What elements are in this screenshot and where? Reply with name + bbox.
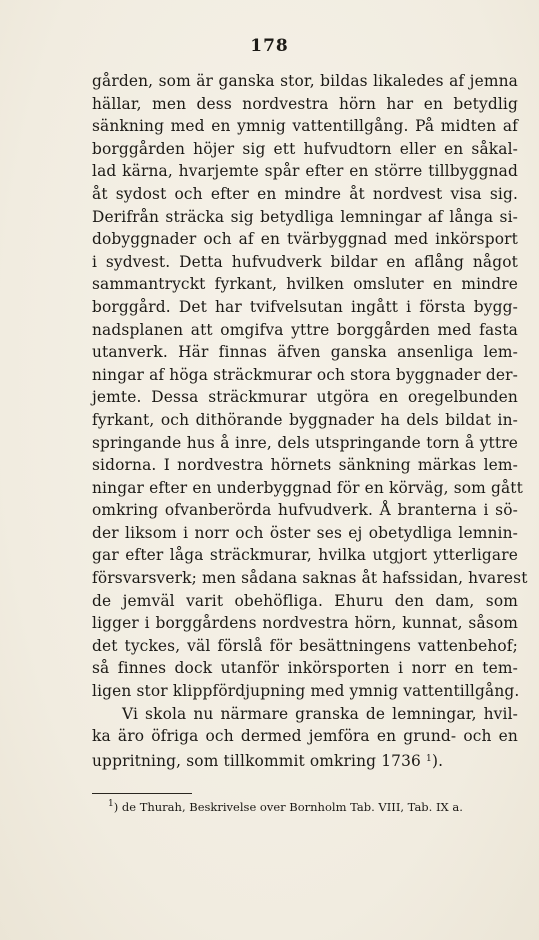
text-line: sidorna. I nordvestra hörnets sänkning märkas lem- <box>92 456 518 475</box>
text-line: ka äro öfriga och dermed jemföra en grund- och en <box>92 727 518 746</box>
text-line: utanverk. Här finnas äfven ganska ansenliga lem- <box>92 343 518 362</box>
text-line: der liksom i norr och öster ses ej obetydliga lemnin- <box>92 523 518 542</box>
text-line: gar efter låga sträckmurar, hvilka utgjort ytterligare <box>92 546 518 565</box>
text-line: försvarsverk; men sådana saknas åt hafssidan, hvarest <box>92 569 528 588</box>
page-number: 178 <box>250 36 289 56</box>
text-line-suffix: ). <box>431 751 444 770</box>
text-line: lad kärna, hvarjemte spår efter en större tillbyggnad <box>92 162 518 181</box>
text-line: gården, som är ganska stor, bildas likaledes af jemna <box>92 72 518 90</box>
text-line: det tyckes, väl förslå för besättningens vattenbehof; <box>92 636 518 655</box>
text-line: ligen stor klippfördjupning med ymnig vattentillgång. <box>92 682 520 701</box>
text-line: åt sydost och efter en mindre åt nordvest visa sig. <box>92 184 518 203</box>
text-line: i sydvest. Detta hufvudverk bildar en aflång något <box>92 252 518 271</box>
text-line: så finnes dock utanför inkörsporten i norr en tem- <box>92 659 518 678</box>
text-line: hällar, men dess nordvestra hörn har en betydlig <box>92 94 518 113</box>
text-line <box>92 748 518 771</box>
text-line-content: uppritning, som tillkommit omkring 1736 <box>92 751 421 770</box>
text-line: ningar af höga sträckmurar och stora byggnader der- <box>92 365 518 384</box>
text-line: borggården höjer sig ett hufvudtorn eller en såkal- <box>92 139 518 158</box>
text-line: omkring ofvanberörda hufvudverk. Å branterna i sö- <box>92 501 518 520</box>
text-line: springande hus å inre, dels utspringande torn å yttre <box>92 433 518 452</box>
text-line: ningar efter en underbyggnad för en körväg, som gått <box>92 478 523 497</box>
footnote-reference: 1 <box>426 753 432 764</box>
text-line: Derifrån sträcka sig betydliga lemningar af långa si- <box>92 207 518 226</box>
text-line: de jemväl varit obehöfliga. Ehuru den dam, som <box>92 591 518 610</box>
text-line: sänkning med en ymnig vattentillgång. På midten af <box>92 117 518 136</box>
text-line: nadsplanen att omgifva yttre borggården med fasta <box>92 320 518 339</box>
footnote-marker: 1 <box>108 799 114 809</box>
text-line: fyrkant, och dithörande byggnader ha dels bildat in- <box>92 410 518 429</box>
text-line: Vi skola nu närmare granska de lemningar, hvil- <box>122 704 518 723</box>
footnote <box>108 797 508 814</box>
text-line: borggård. Det har tvifvelsutan ingått i första bygg- <box>92 297 518 316</box>
text-line: dobyggnader och af en tvärbyggnad med inkörsport <box>92 230 518 249</box>
text-line: sammantryckt fyrkant, hvilken omsluter en mindre <box>92 275 518 294</box>
footnote-rule <box>92 793 192 794</box>
body-text <box>92 70 528 770</box>
footnote-text: ) de Thurah, Beskrivelse over Bornholm Tab. VIII, Tab. IX a. <box>113 800 463 814</box>
text-line: jemte. Dessa sträckmurar utgöra en oregelbunden <box>92 388 518 407</box>
text-line: ligger i borggårdens nordvestra hörn, kunnat, såsom <box>92 614 518 633</box>
